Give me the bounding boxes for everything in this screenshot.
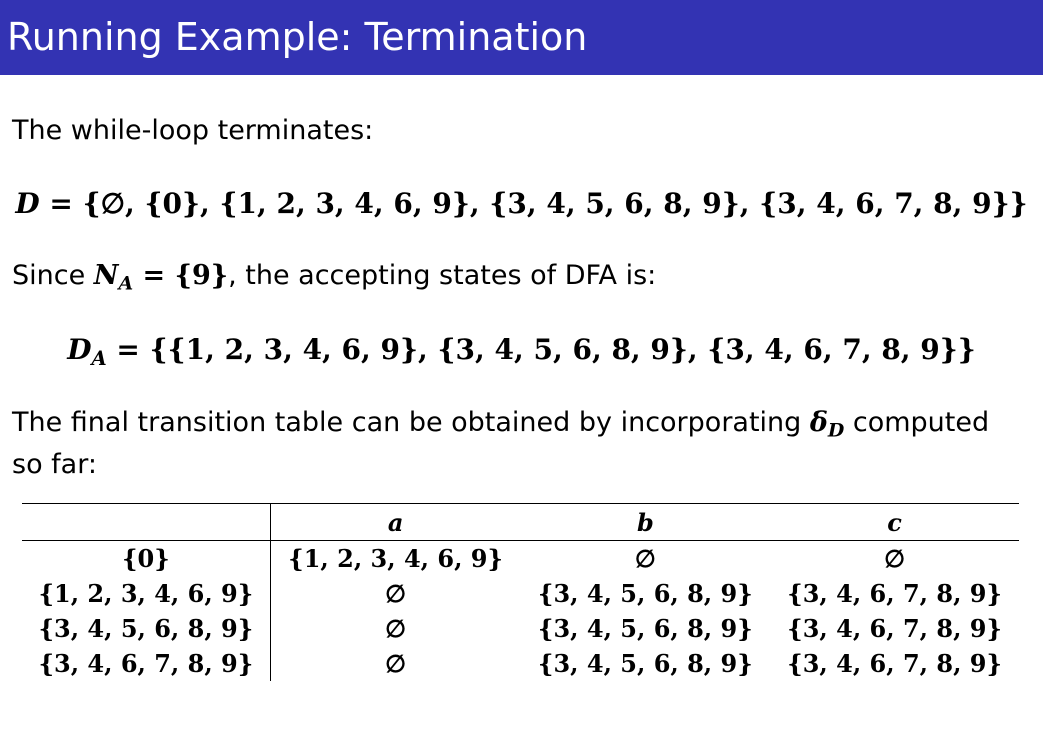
- slide-title: Running Example: Termination: [7, 15, 588, 59]
- table-cell: {3, 4, 6, 7, 8, 9}: [22, 646, 270, 681]
- na-value: = {9}: [133, 260, 229, 291]
- equation-da-rhs: = {{1, 2, 3, 4, 6, 9}, {3, 4, 5, 6, 8, 9}, {3, 4, 6, 7, 8, 9}}: [106, 333, 976, 366]
- delta-symbol: δ: [809, 407, 828, 438]
- header-b: b: [520, 504, 770, 541]
- table-cell: ∅: [884, 544, 906, 573]
- table-cell: ∅: [385, 614, 407, 643]
- equation-da-sub: A: [91, 346, 107, 370]
- final-line-2: so far:: [12, 449, 97, 480]
- equation-da-lhs: D: [67, 333, 92, 366]
- table-cell: {1, 2, 3, 4, 6, 9}: [288, 544, 503, 573]
- table-cell: {3, 4, 5, 6, 8, 9}: [538, 614, 753, 643]
- table-cell: {3, 4, 5, 6, 8, 9}: [538, 579, 753, 608]
- table-row: [22, 541, 1019, 577]
- table-cell: {3, 4, 5, 6, 8, 9}: [22, 611, 270, 646]
- table-cell: {3, 4, 6, 7, 8, 9}: [787, 614, 1002, 643]
- table-cell: {1, 2, 3, 4, 6, 9}: [22, 576, 270, 611]
- table-cell: {3, 4, 6, 7, 8, 9}: [787, 579, 1002, 608]
- since-line: [12, 255, 656, 297]
- header-a: a: [270, 504, 520, 541]
- table-row: [22, 611, 1019, 646]
- table-cell: ∅: [385, 649, 407, 678]
- table-cell: ∅: [385, 579, 407, 608]
- table-header-row: [22, 504, 1019, 541]
- transition-table: [22, 503, 1019, 681]
- since-prefix: Since: [12, 260, 94, 291]
- header-c: c: [770, 504, 1019, 541]
- table-cell: {0}: [22, 541, 270, 577]
- equation-d-rhs: = {∅, {0}, {1, 2, 3, 4, 6, 9}, {3, 4, 5, 6, 8, 9}, {3, 4, 6, 7, 8, 9}}: [49, 187, 1028, 220]
- intro-text: The while-loop terminates:: [12, 115, 374, 146]
- table-cell: {3, 4, 5, 6, 8, 9}: [538, 649, 753, 678]
- since-suffix: , the accepting states of DFA is:: [228, 260, 657, 291]
- equation-d: [0, 182, 1043, 226]
- table-cell: {3, 4, 6, 7, 8, 9}: [787, 649, 1002, 678]
- na-sub: A: [118, 272, 134, 295]
- final-prefix: The final transition table can be obtained by incorporating: [12, 407, 810, 438]
- na-var: N: [93, 260, 119, 291]
- title-bar: [0, 0, 1043, 75]
- final-suffix: computed: [844, 407, 990, 438]
- table-row: [22, 576, 1019, 611]
- table-cell: ∅: [634, 544, 656, 573]
- delta-sub: D: [827, 419, 845, 442]
- equation-d-lhs: D: [15, 187, 40, 220]
- table-row: [22, 646, 1019, 681]
- header-state: [22, 504, 270, 541]
- equation-da: [0, 328, 1043, 372]
- final-line-1: [12, 402, 989, 444]
